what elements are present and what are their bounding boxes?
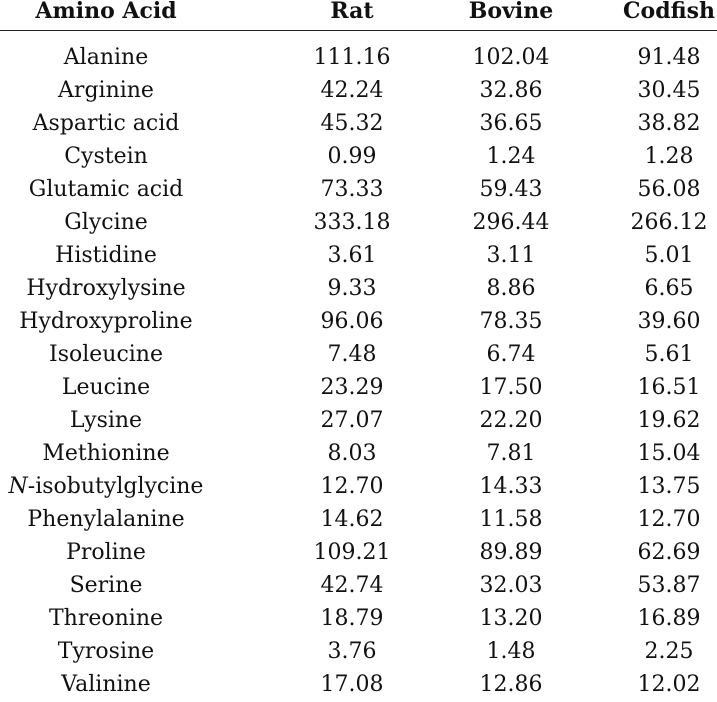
- bovine-value: 3.11: [486, 243, 536, 268]
- amino-acid-name-prefix: N: [8, 474, 28, 499]
- table-row: [0, 173, 717, 206]
- table-row: [0, 305, 717, 338]
- codfish-value: 16.89: [637, 606, 701, 631]
- amino-acid-name: Histidine: [55, 243, 157, 268]
- amino-acid-name: Valinine: [61, 672, 151, 697]
- header-bovine: Bovine: [468, 0, 554, 24]
- codfish-value: 38.82: [637, 111, 701, 136]
- rat-value: 8.03: [327, 441, 377, 466]
- bovine-value: 12.86: [479, 672, 543, 697]
- table-row: [0, 206, 717, 239]
- codfish-value: 19.62: [637, 408, 701, 433]
- codfish-value: 15.04: [637, 441, 701, 466]
- bovine-value: 1.24: [486, 144, 536, 169]
- amino-acid-name: Proline: [66, 540, 146, 565]
- amino-acid-name: Arginine: [58, 78, 154, 103]
- rat-value: 14.62: [320, 507, 384, 532]
- codfish-value: 16.51: [637, 375, 701, 400]
- amino-acid-name: Aspartic acid: [32, 111, 180, 136]
- bovine-value: 89.89: [479, 540, 543, 565]
- rat-value: 17.08: [320, 672, 384, 697]
- bovine-value: 22.20: [479, 408, 543, 433]
- table-header: [0, 0, 717, 31]
- amino-acid-name: Serine: [69, 573, 143, 598]
- codfish-value: 12.02: [637, 672, 701, 697]
- amino-acid-name: Glutamic acid: [28, 177, 184, 202]
- codfish-value: 5.61: [644, 342, 694, 367]
- codfish-value: 91.48: [637, 45, 701, 70]
- table-row: [0, 371, 717, 404]
- bovine-value: 32.03: [479, 573, 543, 598]
- amino-acid-name: Hydroxyproline: [19, 309, 193, 334]
- codfish-value: 1.28: [644, 144, 694, 169]
- rat-value: 3.61: [327, 243, 377, 268]
- bovine-value: 296.44: [472, 210, 550, 235]
- bovine-value: 14.33: [479, 474, 543, 499]
- rat-value: 18.79: [320, 606, 384, 631]
- rat-value: 0.99: [327, 144, 377, 169]
- amino-acid-name: Tyrosine: [57, 639, 155, 664]
- rat-value: 42.24: [320, 78, 384, 103]
- rat-value: 109.21: [313, 540, 391, 565]
- table-row: [0, 602, 717, 635]
- codfish-value: 12.70: [637, 507, 701, 532]
- rat-value: 73.33: [320, 177, 384, 202]
- table-row: [0, 536, 717, 569]
- rat-value: 45.32: [320, 111, 384, 136]
- amino-acid-name: Lysine: [69, 408, 143, 433]
- header-amino-acid: Amino Acid: [35, 0, 177, 24]
- amino-acid-name: Phenylalanine: [27, 507, 185, 532]
- codfish-value: 56.08: [637, 177, 701, 202]
- amino-acid-name: Hydroxylysine: [26, 276, 186, 301]
- bovine-value: 7.81: [486, 441, 536, 466]
- rat-value: 96.06: [320, 309, 384, 334]
- table-row: [0, 437, 717, 470]
- table-row: [0, 338, 717, 371]
- table-body: [0, 41, 717, 701]
- codfish-value: 13.75: [637, 474, 701, 499]
- bovine-value: 1.48: [486, 639, 536, 664]
- bovine-value: 17.50: [479, 375, 543, 400]
- bovine-value: 59.43: [479, 177, 543, 202]
- codfish-value: 62.69: [637, 540, 701, 565]
- table-row: [0, 107, 717, 140]
- table-row: [0, 569, 717, 602]
- amino-acid-name: Glycine: [64, 210, 148, 235]
- codfish-value: 53.87: [637, 573, 701, 598]
- table-row: [0, 239, 717, 272]
- table-row: [0, 41, 717, 74]
- codfish-value: 266.12: [630, 210, 708, 235]
- amino-acid-name: Cystein: [64, 144, 148, 169]
- bovine-value: 11.58: [479, 507, 543, 532]
- bovine-value: 6.74: [486, 342, 536, 367]
- header-codfish: Codfish: [623, 0, 715, 24]
- bovine-value: 13.20: [479, 606, 543, 631]
- rat-value: 12.70: [320, 474, 384, 499]
- table-row: [0, 635, 717, 668]
- codfish-value: 5.01: [644, 243, 694, 268]
- header-rat: Rat: [330, 0, 374, 24]
- bovine-value: 8.86: [486, 276, 536, 301]
- table-row: [0, 272, 717, 305]
- bovine-value: 32.86: [479, 78, 543, 103]
- rat-value: 111.16: [313, 45, 391, 70]
- table-row: [0, 668, 717, 701]
- amino-acid-name: Threonine: [48, 606, 164, 631]
- rat-value: 42.74: [320, 573, 384, 598]
- table-row: [0, 74, 717, 107]
- amino-acid-name: Leucine: [61, 375, 151, 400]
- amino-acid-name: Isoleucine: [49, 342, 163, 367]
- amino-acid-name: [9, 470, 204, 503]
- table-row: [0, 503, 717, 536]
- rat-value: 27.07: [320, 408, 384, 433]
- rat-value: 23.29: [320, 375, 384, 400]
- table-row: [0, 140, 717, 173]
- amino-acid-name: Alanine: [63, 45, 149, 70]
- bovine-value: 102.04: [472, 45, 550, 70]
- table-row: [0, 470, 717, 503]
- bovine-value: 36.65: [479, 111, 543, 136]
- rat-value: 333.18: [313, 210, 391, 235]
- codfish-value: 39.60: [637, 309, 701, 334]
- rat-value: 3.76: [327, 639, 377, 664]
- rat-value: 7.48: [327, 342, 377, 367]
- codfish-value: 30.45: [637, 78, 701, 103]
- table-row: [0, 404, 717, 437]
- amino-acid-name: Methionine: [42, 441, 170, 466]
- bovine-value: 78.35: [479, 309, 543, 334]
- codfish-value: 2.25: [644, 639, 694, 664]
- codfish-value: 6.65: [644, 276, 694, 301]
- rat-value: 9.33: [327, 276, 377, 301]
- amino-acid-name-rest: -isobutylglycine: [27, 474, 204, 499]
